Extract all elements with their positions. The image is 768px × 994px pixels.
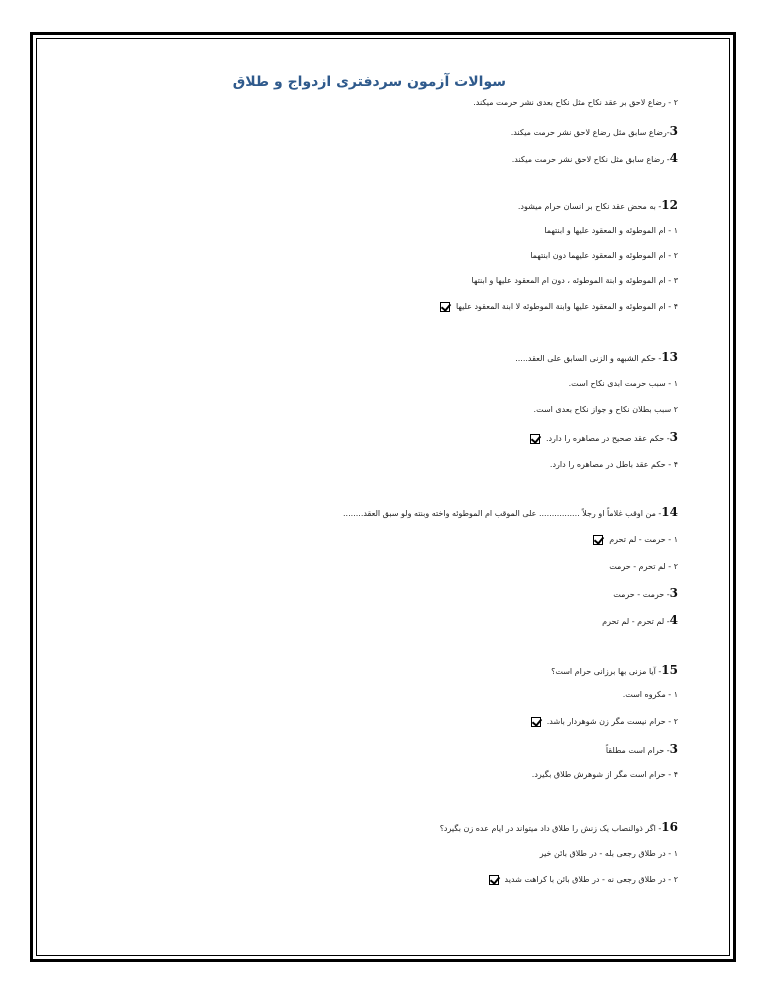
question-text: - من اوقب غلاماً او رجلاً ................ علی الموقب ام الموطوئه واخته وبنته ولو سبق العقد........: [343, 509, 662, 518]
question-line: [530, 430, 678, 446]
question-line: [602, 613, 678, 629]
question-text: ۲ - در طلاق رجعی نه - در طلاق بائن با کراهت شدید: [504, 875, 678, 884]
question-text: ۱ - مکروه است.: [622, 690, 678, 699]
question-line: [343, 505, 678, 521]
question-line: [473, 96, 678, 110]
question-number: 13: [661, 350, 678, 364]
question-text: - حرمت - حرمت: [613, 590, 670, 599]
question-text: - آیا مزنی بها برزانی حرام است؟: [551, 667, 662, 676]
question-line: [515, 350, 678, 366]
question-text: ۲ سبب بطلان نکاح و جواز نکاح بعدی است.: [533, 405, 678, 414]
checkmark-icon: [531, 717, 541, 727]
question-line: [511, 124, 678, 140]
question-text: ۲ - لم تحرم - حرمت: [609, 562, 678, 571]
question-text: - لم تحرم - لم تحرم: [602, 617, 670, 626]
checkmark-icon: [489, 875, 499, 885]
question-line: [531, 715, 678, 729]
question-number: 16: [661, 820, 678, 834]
question-text: ۱ - سبب حرمت ابدی نکاح است.: [568, 379, 678, 388]
question-line: [551, 663, 678, 679]
question-text: -رضاع سابق مثل رضاع لاحق نشر حرمت میکند.: [510, 128, 670, 137]
question-line: [593, 533, 678, 547]
question-text: - حکم عقد صحیح در مصاهره را دارد.: [545, 434, 670, 443]
document-title: سوالات آزمون سردفتری ازدواج و طلاق: [232, 74, 506, 90]
question-line: [569, 377, 678, 391]
question-line: [440, 300, 678, 314]
question-number: 3: [669, 430, 678, 444]
question-line: [440, 820, 678, 836]
question-line: [544, 224, 678, 238]
question-text: - به محض عقد نکاح بر انسان حرام میشود.: [517, 202, 662, 211]
question-line: [472, 274, 678, 288]
question-text: ۲ - حرام نیست مگر زن شوهردار باشد.: [546, 717, 678, 726]
question-text: ۱ - ام الموطوئه و المعقود علیها و ابنتهما: [544, 226, 678, 235]
question-text: - حکم الشبهه و الزنی السابق علی العقد.....: [515, 354, 662, 363]
question-text: - رضاع سابق مثل نکاح لاحق نشر حرمت میکند.: [511, 155, 670, 164]
question-text: - اگر ذوالنصاب یک زنش را طلاق داد میتواند در ایام عده زن بگیرد؟: [439, 824, 662, 833]
question-number: 3: [669, 742, 678, 756]
question-line: [540, 847, 678, 861]
question-text: ۴ - حرام است مگر از شوهرش طلاق بگیرد.: [531, 770, 678, 779]
question-number: 4: [669, 613, 678, 627]
question-number: 14: [661, 505, 678, 519]
question-text: ۱ - حرمت - لم تحرم: [609, 535, 678, 544]
question-text: ۴ - ام الموطوئه و المعقود علیها وابنة الموطوئه لا ابنة المعقود علیها: [455, 302, 678, 311]
question-line: [550, 458, 678, 472]
question-line: [532, 768, 678, 782]
question-line: [613, 586, 678, 602]
question-line: [606, 742, 678, 758]
checkmark-icon: [440, 302, 450, 312]
question-text: ۴ - حکم عقد باطل در مصاهره را دارد.: [549, 460, 678, 469]
question-line: [534, 403, 678, 417]
question-text: ۳ - ام الموطوئه و ابنة الموطوئه ، دون ام المعقود علیها و ابنتها: [471, 276, 678, 285]
question-line: [489, 873, 678, 887]
question-text: ۱ - در طلاق رجعی بله - در طلاق بائن خیر: [539, 849, 678, 858]
question-text: ۲ - ام الموطوئه و المعقود علیهما دون ابنتهما: [530, 251, 678, 260]
checkmark-icon: [593, 535, 603, 545]
question-text: ۲ - رضاع لاحق بر عقد نکاح مثل نکاح بعدی نشر حرمت میکند.: [473, 98, 678, 107]
question-number: 12: [661, 198, 678, 212]
question-line: [530, 249, 678, 263]
question-line: [512, 151, 678, 167]
question-number: 3: [669, 124, 678, 138]
question-number: 3: [669, 586, 678, 600]
question-line: [623, 688, 678, 702]
question-number: 15: [661, 663, 678, 677]
checkmark-icon: [530, 434, 540, 444]
question-line: [609, 560, 678, 574]
question-line: [518, 198, 678, 214]
question-text: - حرام است مطلقاً: [605, 746, 670, 755]
question-number: 4: [669, 151, 678, 165]
page-border-inner: [36, 38, 730, 956]
